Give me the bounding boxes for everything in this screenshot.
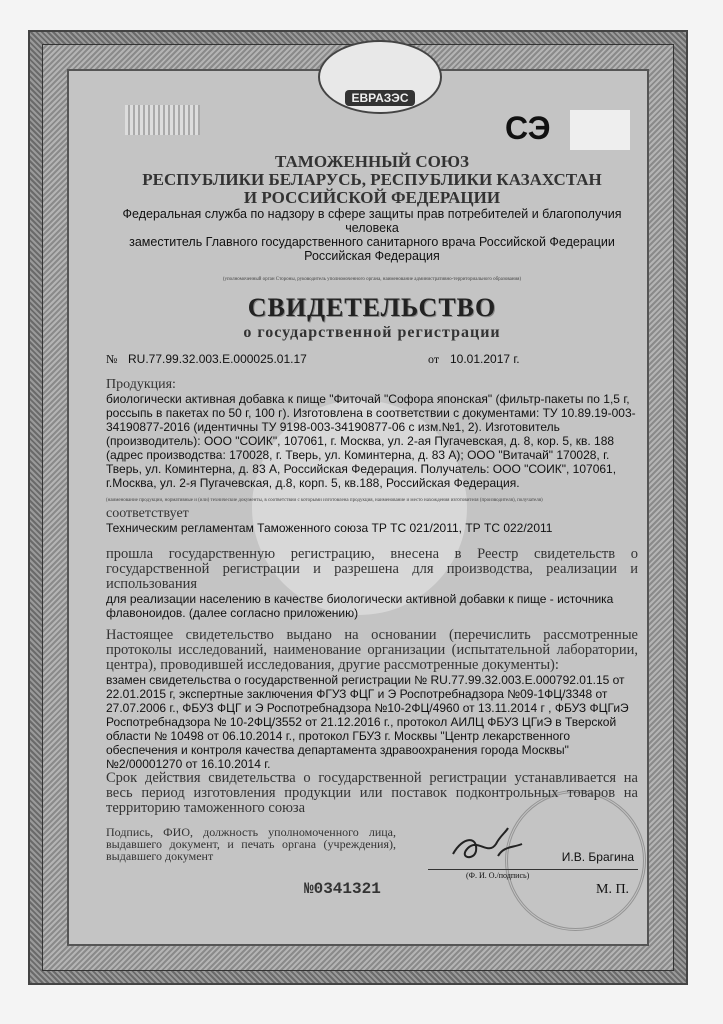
form-bottom-row (106, 870, 638, 904)
security-pattern (125, 105, 200, 135)
conforms-text: Техническим регламентам Таможенного союза ТР ТС 021/2011, ТР ТС 022/2011 (106, 521, 553, 535)
logo-text: ЕВРАЗЭС (345, 90, 414, 106)
validity-text: Срок действия свидетельства о государственной регистрации устанавливается на весь период изготовления продукции или поставок подконтрольных товаров на территорию таможенного союза (106, 770, 638, 816)
header-country: Российская Федерация (304, 249, 440, 263)
number-label: № (106, 352, 118, 366)
form-number: №0341321 (304, 880, 381, 898)
header-union: ТАМОЖЕННЫЙ СОЮЗ (275, 152, 469, 171)
document-subtitle: о государственной регистрации (243, 324, 501, 341)
signature-caption: (Ф. И. О./подпись) (466, 871, 530, 880)
document-title: СВИДЕТЕЛЬСТВО (247, 293, 497, 322)
date-label: от (428, 352, 440, 366)
header-official: заместитель Главного государственного санитарного врача Российской Федерации (129, 235, 615, 249)
header-republics: РЕСПУБЛИКИ БЕЛАРУСЬ, РЕСПУБЛИКИ КАЗАХСТАН (142, 170, 602, 189)
registration-date: 10.01.2017 г. (450, 352, 520, 366)
basis-label: Настоящее свидетельство выдано на основании (перечислить рассмотренные протоколы исследований, наименование организации (испытательной лаборатории, центра), проводившей исследования, другие рассмотренные документы): (106, 627, 638, 673)
signature-label: Подпись, ФИО, должность уполномоченного лица, выдавшего документ, и печать органа (учреждения), выдавшего документ (106, 825, 396, 863)
registration-number: RU.77.99.32.003.E.000025.01.17 (128, 352, 307, 366)
product-label: Продукция: (106, 377, 176, 392)
conforms-label: соответствует (106, 506, 189, 521)
signature-row (106, 826, 638, 870)
blank-area (570, 110, 630, 150)
handwritten-signature (448, 826, 528, 866)
evrazes-logo (318, 40, 442, 114)
registration-usage: для реализации населению в качестве биологически активной добавки к пище - источника флавоноидов. (далее согласно приложению) (106, 592, 614, 620)
header-caption: (уполномоченный орган Стороны, руководитель уполномоченного органа, наименование административно-территориального образования) (222, 277, 522, 282)
registration-text: прошла государственную регистрацию, внесена в Реестр свидетельств о государственной регистрации и разрешена для производства, реализации и использования (106, 546, 638, 592)
header-service: Федеральная служба по надзору в сфере защиты прав потребителей и благополучия человека (122, 207, 622, 235)
header-federation: И РОССИЙСКОЙ ФЕДЕРАЦИИ (243, 188, 501, 207)
conformity-mark-icon: СЭ (505, 110, 551, 146)
product-caption: (наименование продукции, нормативные и (или) технические документы, в соответствии с которыми изготовлена продукция, наименование и место нахождения изготовителя (производителя), получателя) (106, 498, 543, 503)
registration-number-row (106, 352, 638, 367)
seal-place: М. П. (596, 882, 630, 897)
certificate-content (106, 153, 638, 904)
signatory-name: И.В. Брагина (561, 850, 634, 864)
signature-block (428, 826, 638, 870)
product-text: биологически активная добавка к пище "Фиточай "Софора японская" (фильтр-пакеты по 1,5 г, россыпь в пакетах по 50 г, 100 г). Изготовлена в соответствии с документами: ТУ 10.89.19-003-34190877-2016 (идентичны ТУ 9198-003-34190877-06 с изм.№1, 2). Изготовитель (производитель): ООО "СОИК", 107061, г. Москва, ул. 2-ая Пугачевская, д. 8, кор. 5, кв. 188 (адрес производства: 170028, г. Тверь, ул. Коминтерна, д. 83 А); ООО "Витачай" 170028, г. Тверь, ул. Коминтерна, д. 83 А, Российская Федерация. Получатель: ООО "СОИК", 107061, г.Москва, ул. 2-я Пугачевская, д.8, корп. 5, кв.188, Российская Федерация. (106, 392, 636, 490)
basis-text: взамен свидетельства о государственной регистрации № RU.77.99.32.003.Е.000792.01.15 от 22.01.2015 г, экспертные заключения ФГУЗ ФЦГ и Э Роспотребнадзора №09-1ФЦ/3348 от 27.07.2006 г., ФБУЗ ФЦГ и Э Роспотребнадзора №10-2ФЦ/4960 от 13.11.2014 г , ФБУЗ ФЦГиЭ Роспотребнадзора № 10-2ФЦ/3552 от 21.12.2016 г., протокол АИЛЦ ФБУЗ ЦГиЭ в Тверской области № 10498 от 06.10.2014 г., протокол ГБУЗ г. Москвы "Центр лекарственного обеспечения и контроля качества департамента здравоохранения города Москвы" №2/00001270 от 16.10.2014 г. (106, 673, 629, 771)
